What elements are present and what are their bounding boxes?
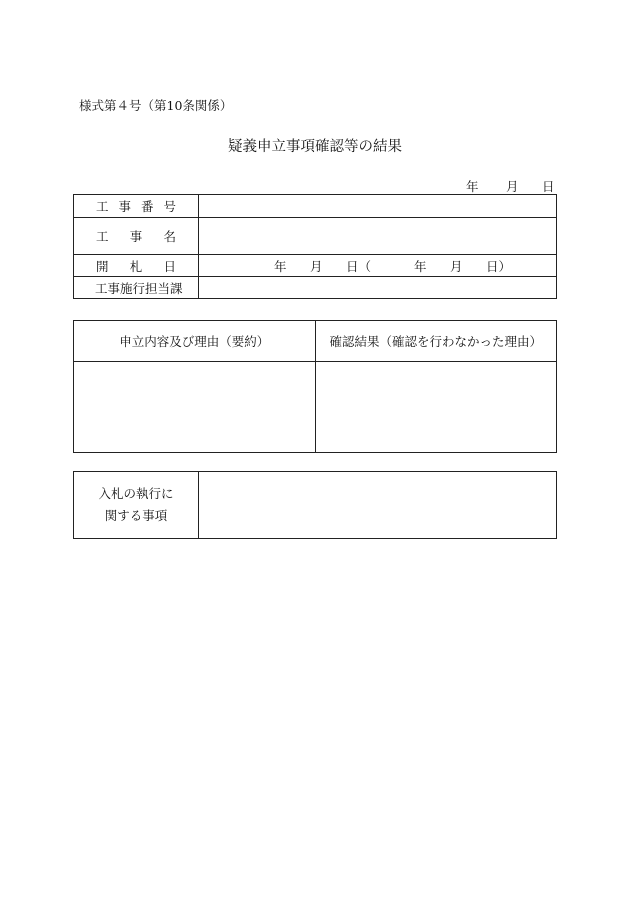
label-char: 日: [163, 258, 176, 274]
table-row: [74, 472, 557, 539]
date-day-label: 日: [542, 179, 555, 194]
label-char: 号: [163, 199, 176, 214]
form-number: 様式第４号（第10条関係）: [79, 98, 233, 113]
bid-day-open-label: 日（: [346, 258, 372, 274]
objection-content-field[interactable]: [74, 362, 316, 453]
table-row: [74, 321, 557, 362]
document-date: [466, 177, 555, 195]
bid-opening-date-label: [74, 255, 199, 277]
construction-name-label: [74, 218, 199, 255]
table-row: [74, 362, 557, 453]
label-char: 名: [163, 229, 176, 244]
table-row: [74, 255, 557, 277]
bid-execution-label-line1: 入札の執行に: [98, 486, 174, 501]
label-char: 工: [96, 229, 109, 244]
responsible-section-text: 工事施行担当課: [95, 280, 183, 296]
date-year-label: 年: [466, 179, 479, 194]
confirmation-result-field[interactable]: [315, 362, 557, 453]
bid-day-close-label: 日）: [486, 258, 512, 274]
label-char: 開: [96, 258, 109, 274]
responsible-section-field[interactable]: [199, 277, 557, 299]
bid-year-label: 年: [274, 258, 287, 274]
date-month-label: 月: [506, 179, 519, 194]
construction-number-field[interactable]: [199, 195, 557, 218]
bid-execution-field[interactable]: [199, 472, 557, 539]
confirmation-result-header: 確認結果（確認を行わなかった理由）: [315, 321, 557, 362]
bid-opening-date-field[interactable]: [199, 255, 557, 277]
bid-year2-label: 年: [414, 258, 427, 274]
label-char: 工: [96, 199, 109, 214]
label-char: 札: [129, 258, 143, 274]
objection-content-header: 申立内容及び理由（要約）: [74, 321, 316, 362]
bid-execution-table: [73, 471, 557, 539]
label-char: 事: [118, 199, 131, 214]
table-row: [74, 195, 557, 218]
table-row: [74, 218, 557, 255]
construction-number-label: [74, 195, 199, 218]
objection-table: [73, 320, 557, 453]
responsible-section-label: [74, 277, 199, 299]
label-char: 番: [140, 199, 154, 214]
construction-name-field[interactable]: [199, 218, 557, 255]
table-row: [74, 277, 557, 299]
bid-month-label: 月: [310, 258, 323, 274]
bid-month2-label: 月: [450, 258, 463, 274]
bid-execution-label-line2: 関する事項: [104, 508, 168, 523]
label-char: 事: [129, 229, 143, 244]
bid-execution-label: [74, 472, 199, 539]
document-title: 疑義申立事項確認等の結果: [228, 139, 402, 155]
construction-info-table: [73, 194, 557, 299]
